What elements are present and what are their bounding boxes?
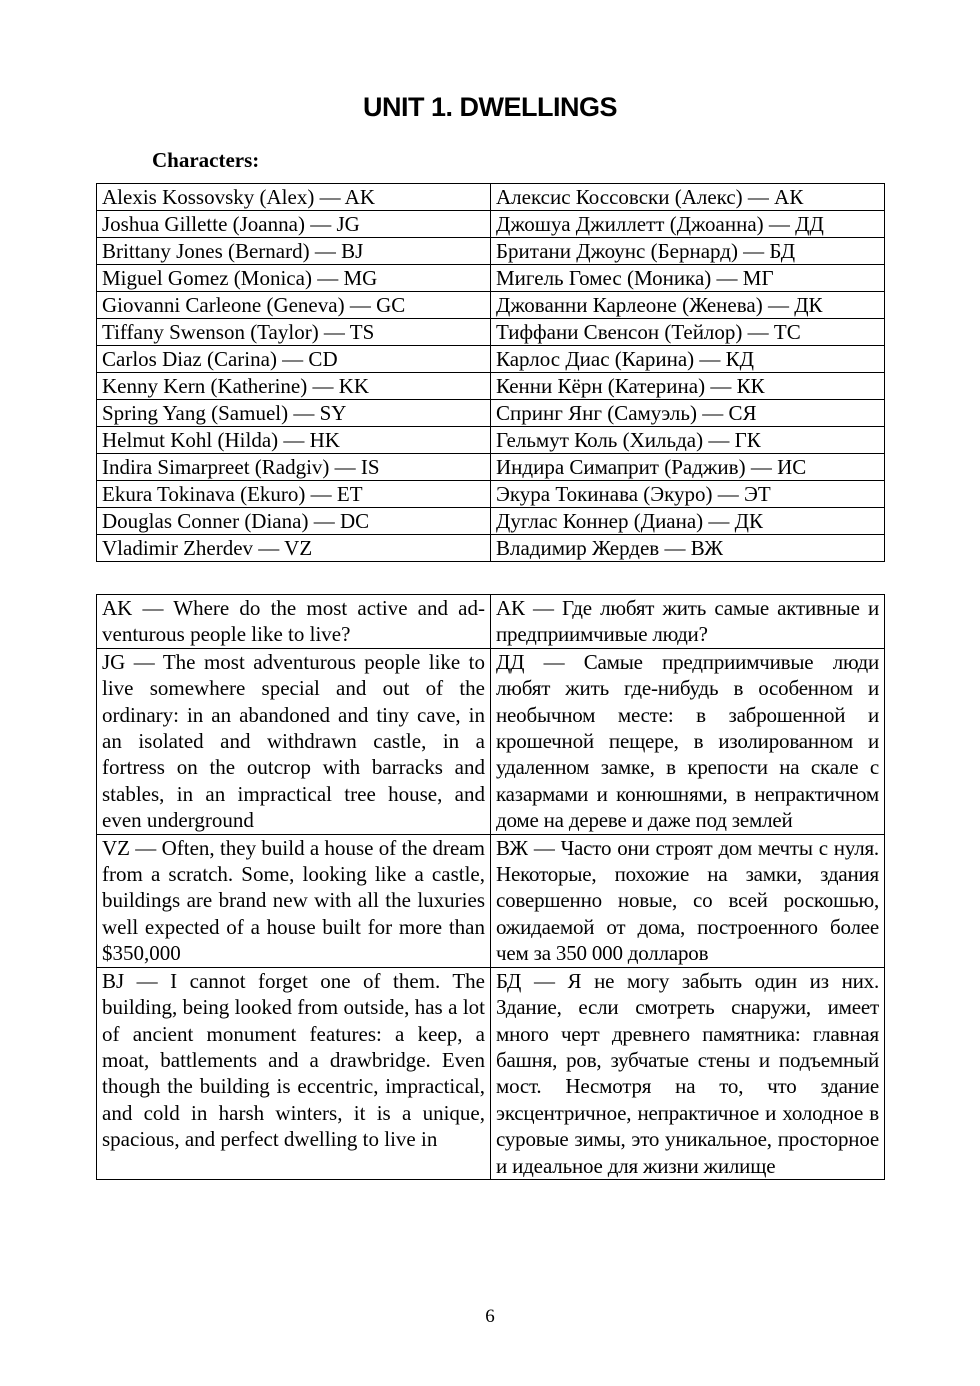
table-row xyxy=(97,346,885,373)
character-en: Indira Simarpreet (Radgiv) — IS xyxy=(97,454,491,481)
character-ru: Мигель Гомес (Моника) — МГ xyxy=(491,265,885,292)
table-row xyxy=(97,211,885,238)
dialogue-table xyxy=(96,594,885,1180)
table-row xyxy=(97,454,885,481)
character-en: Carlos Diaz (Carina) — CD xyxy=(97,346,491,373)
table-row xyxy=(97,427,885,454)
dialogue-en: JG — The most adventurous people like to live somewhere special and out of the ordinary: in an abandoned and tiny cave, in an isolated and withdrawn castle, in a fortress on the outcrop with barracks and stables, in an impractical tree house, and even underground xyxy=(97,648,491,834)
character-en: Tiffany Swenson (Taylor) — TS xyxy=(97,319,491,346)
character-en: Kenny Kern (Katherine) — KK xyxy=(97,373,491,400)
character-ru: Гельмут Коль (Хильда) — ГК xyxy=(491,427,885,454)
dialogue-en: VZ — Often, they build a house of the dream from a scratch. Some, looking like a castle, buildings are brand new with all the luxuries well expected of a house built for more than $350,000 xyxy=(97,834,491,967)
character-ru: Экура Токинава (Экуро) — ЭТ xyxy=(491,481,885,508)
character-ru: Владимир Жердев — ВЖ xyxy=(491,535,885,562)
characters-heading: Characters: xyxy=(152,148,260,172)
character-ru: Джованни Карлеоне (Женева) — ДК xyxy=(491,292,885,319)
dialogue-ru: АК — Где любят жить самые активные и предприимчивые люди? xyxy=(491,595,885,649)
character-en: Douglas Conner (Diana) — DC xyxy=(97,508,491,535)
table-row xyxy=(97,400,885,427)
table-row xyxy=(97,834,885,967)
dialogue-en: AK — Where do the most active and adventurous people like to live? xyxy=(97,595,491,649)
character-ru: Джошуа Джиллетт (Джоанна) — ДД xyxy=(491,211,885,238)
character-ru: Тиффани Свенсон (Тейлор) — ТС xyxy=(491,319,885,346)
page-title: UNIT 1. DWELLINGS xyxy=(363,92,617,122)
character-en: Vladimir Zherdev — VZ xyxy=(97,535,491,562)
character-en: Spring Yang (Samuel) — SY xyxy=(97,400,491,427)
table-row xyxy=(97,238,885,265)
character-ru: Индира Симаприт (Раджив) — ИС xyxy=(491,454,885,481)
character-ru: Спринг Янг (Самуэль) — СЯ xyxy=(491,400,885,427)
character-en: Alexis Kossovsky (Alex) — AK xyxy=(97,184,491,211)
table-row xyxy=(97,481,885,508)
table-row xyxy=(97,184,885,211)
table-row xyxy=(97,535,885,562)
dialogue-ru: ВЖ — Часто они строят дом мечты с нуля. Некоторые, похожие на замки, здания совершенно новые, со всей роскошью, ожидаемой от дома, построенного более чем за 350 000 долларов xyxy=(491,834,885,967)
page-number: 6 xyxy=(485,1306,495,1327)
character-en: Joshua Gillette (Joanna) — JG xyxy=(97,211,491,238)
table-row xyxy=(97,508,885,535)
table-row xyxy=(97,967,885,1179)
dialogue-ru: ДД — Самые предприимчивые люди любят жить где-нибудь в особенном и необычном месте: в заброшенной и крошечной пещере, в изолированном и удаленном замке, в крепости на скале с казармами и конюшнями, в непрактичном доме на дереве и даже под землей xyxy=(491,648,885,834)
table-row xyxy=(97,265,885,292)
table-row xyxy=(97,648,885,834)
character-ru: Карлос Диас (Карина) — КД xyxy=(491,346,885,373)
character-ru: Алексис Коссовски (Алекс) — АК xyxy=(491,184,885,211)
character-en: Miguel Gomez (Monica) — MG xyxy=(97,265,491,292)
character-en: Giovanni Carleone (Geneva) — GC xyxy=(97,292,491,319)
table-row xyxy=(97,595,885,649)
character-en: Ekura Tokinava (Ekuro) — ET xyxy=(97,481,491,508)
table-row xyxy=(97,373,885,400)
character-ru: Кенни Кёрн (Катерина) — КК xyxy=(491,373,885,400)
table-row xyxy=(97,292,885,319)
character-ru: Дуглас Коннер (Диана) — ДК xyxy=(491,508,885,535)
character-ru: Британи Джоунс (Бернард) — БД xyxy=(491,238,885,265)
dialogue-ru: БД — Я не могу забыть один из них. Здание, если смотреть снаружи, имеет много черт древнего памятника: главная башня, ров, зубчатые стены и подъемный мост. Несмотря на то, что здание эксцентричное, непрактичное и холодное в суровые зимы, это уникальное, просторное и идеальное для жизни жилище xyxy=(491,967,885,1179)
character-en: Helmut Kohl (Hilda) — HK xyxy=(97,427,491,454)
dialogue-en: BJ — I cannot forget one of them. The building, being looked from outside, has a lot of ancient monument features: a keep, a moat, battlements and a drawbridge. Even though the building is eccentric, impractical, and cold in harsh winters, it is a unique, spacious, and perfect dwelling to live in xyxy=(97,967,491,1179)
characters-table xyxy=(96,183,885,562)
character-en: Brittany Jones (Bernard) — BJ xyxy=(97,238,491,265)
table-row xyxy=(97,319,885,346)
